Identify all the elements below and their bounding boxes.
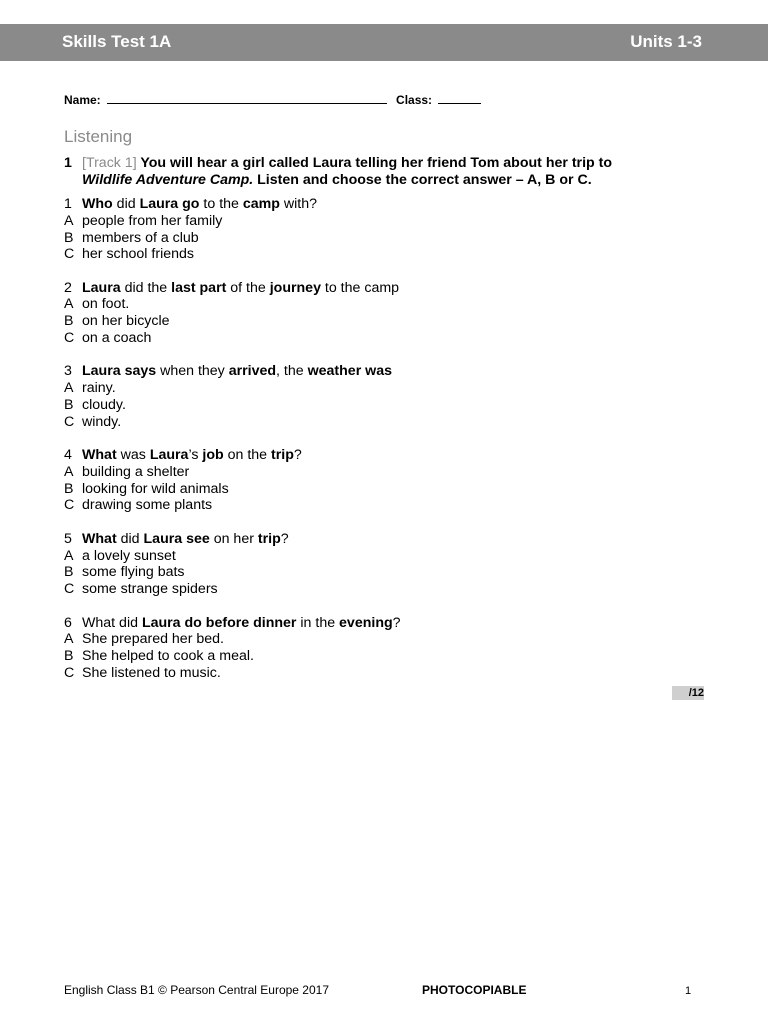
question-number: 1 <box>64 196 72 212</box>
question-text <box>82 531 289 548</box>
question-stem <box>64 531 704 548</box>
answer-option[interactable] <box>64 648 704 665</box>
question-text-part: ? <box>392 614 401 631</box>
exercise-number: 1 <box>64 155 72 171</box>
answer-option[interactable] <box>64 230 704 247</box>
answer-option[interactable] <box>64 296 704 313</box>
answer-option[interactable] <box>64 564 704 581</box>
answer-option[interactable] <box>64 631 704 648</box>
score-box: /12 <box>672 686 704 700</box>
option-letter: A <box>64 463 74 480</box>
answer-option[interactable] <box>64 313 704 330</box>
answer-option[interactable] <box>64 481 704 498</box>
question-text-part: with? <box>279 196 317 212</box>
option-letter: C <box>64 246 75 263</box>
question-text-part: did <box>112 196 140 212</box>
option-letter: C <box>64 497 75 514</box>
question-text-part: was <box>116 447 150 464</box>
option-text: members of a club <box>82 229 199 246</box>
question-text-part: trip <box>271 447 294 464</box>
option-letter: A <box>64 296 74 313</box>
question-text-part: ? <box>293 447 302 464</box>
answer-option[interactable] <box>64 581 704 598</box>
option-text: She prepared her bed. <box>82 631 224 648</box>
option-letter: B <box>64 313 74 330</box>
question-text-part: to the <box>199 196 243 212</box>
option-text: She helped to cook a meal. <box>82 648 254 665</box>
name-class-bar <box>64 93 481 107</box>
option-text: rainy. <box>82 380 116 397</box>
question <box>64 615 704 682</box>
answer-option[interactable] <box>64 548 704 565</box>
question-text-part: job <box>202 447 224 464</box>
question-text-part: What <box>82 530 117 547</box>
question <box>64 447 704 514</box>
option-text: a lovely sunset <box>82 547 176 564</box>
question <box>64 363 704 430</box>
option-text: drawing some plants <box>82 497 213 514</box>
option-letter: B <box>64 480 74 497</box>
question <box>64 196 704 263</box>
option-text: her school friends <box>82 246 194 263</box>
option-text: windy. <box>82 413 122 430</box>
option-letter: A <box>64 212 74 229</box>
footer-photocopiable: PHOTOCOPIABLE <box>422 983 527 997</box>
question-text-part: Laura do before dinner <box>141 614 297 631</box>
question-text-part: on her <box>209 530 258 547</box>
question <box>64 280 704 347</box>
option-letter: C <box>64 413 75 430</box>
question-text-part: when they <box>156 363 229 380</box>
class-field[interactable] <box>438 93 481 104</box>
option-letter: B <box>64 229 74 246</box>
answer-option[interactable] <box>64 414 704 431</box>
option-text: looking for wild animals <box>82 480 229 497</box>
question-number: 2 <box>64 279 72 296</box>
question-text-part: What did <box>82 614 142 631</box>
question <box>64 531 704 598</box>
question-text-part: in the <box>296 614 340 631</box>
name-field[interactable] <box>107 93 387 104</box>
question-text <box>82 363 392 380</box>
question-text <box>82 615 401 632</box>
option-text: some flying bats <box>82 564 185 581</box>
question-text-part: trip <box>257 530 281 547</box>
option-letter: C <box>64 330 75 347</box>
question-text <box>82 196 317 213</box>
question-text-part: camp <box>242 196 280 212</box>
question-text-part: did <box>116 530 144 547</box>
option-letter: B <box>64 648 74 665</box>
question-text-part: of the <box>226 279 270 296</box>
question-text <box>82 447 302 464</box>
answer-option[interactable] <box>64 246 704 263</box>
option-text: cloudy. <box>82 396 126 413</box>
question-text-part: to the camp <box>320 279 400 296</box>
question-number: 6 <box>64 614 72 631</box>
question-text-part: on the <box>223 447 272 464</box>
question-text-part: Laura <box>149 447 189 464</box>
option-text: She listened to music. <box>82 664 221 681</box>
question-stem <box>64 280 704 297</box>
option-letter: A <box>64 631 74 648</box>
page-header <box>0 24 768 61</box>
option-text: on her bicycle <box>82 313 170 330</box>
question-text-part: ? <box>280 530 289 547</box>
answer-option[interactable] <box>64 397 704 414</box>
question-text <box>82 280 399 297</box>
option-text: some strange spiders <box>82 581 218 598</box>
answer-option[interactable] <box>64 497 704 514</box>
question-text-part: did the <box>120 279 172 296</box>
question-text-part: Laura go <box>139 196 200 212</box>
option-text: people from her family <box>82 212 223 229</box>
option-text: building a shelter <box>82 463 190 480</box>
question-number: 5 <box>64 530 72 547</box>
answer-option[interactable] <box>64 464 704 481</box>
answer-option[interactable] <box>64 665 704 682</box>
option-text: on a coach <box>82 330 152 347</box>
question-text-part: weather was <box>307 363 392 380</box>
instruction-text-b: Listen and choose the correct answer – A, B or C. <box>253 172 592 188</box>
test-title: Skills Test 1A <box>62 32 172 51</box>
name-label: Name: <box>64 93 101 107</box>
question-text-part: arrived <box>228 363 277 380</box>
question-stem <box>64 615 704 632</box>
question-text-part: , the <box>276 363 308 380</box>
answer-option[interactable] <box>64 380 704 397</box>
question-text-part: Laura <box>82 279 121 296</box>
camp-name: Wildlife Adventure Camp. <box>82 172 254 188</box>
footer-copyright: English Class B1 © Pearson Central Europe 2017 <box>64 983 329 997</box>
question-text-part: evening <box>339 614 393 631</box>
answer-option[interactable] <box>64 330 704 347</box>
option-letter: A <box>64 547 74 564</box>
page-number: 1 <box>685 985 692 997</box>
exercise-instruction <box>64 155 724 189</box>
question-stem <box>64 196 704 213</box>
answer-option[interactable] <box>64 213 704 230</box>
question-stem <box>64 447 704 464</box>
track-label: [Track 1] <box>82 155 137 171</box>
question-text-part: ’s <box>188 447 203 464</box>
section-title: Listening <box>64 127 133 146</box>
question-text-part: last part <box>171 279 227 296</box>
instruction-text-a: You will hear a girl called Laura telling her friend Tom about her trip to <box>136 155 613 171</box>
question-stem <box>64 363 704 380</box>
option-letter: C <box>64 581 75 598</box>
question-text-part: journey <box>269 279 321 296</box>
question-number: 4 <box>64 447 72 464</box>
question-number: 3 <box>64 363 72 380</box>
question-text-part: What <box>82 447 117 464</box>
question-text-part: Laura see <box>143 530 210 547</box>
question-text-part: Who <box>82 196 113 212</box>
class-label: Class: <box>396 93 433 107</box>
option-letter: A <box>64 380 74 397</box>
question-text-part: Laura says <box>82 363 157 380</box>
option-text: on foot. <box>82 296 130 313</box>
option-letter: B <box>64 564 74 581</box>
option-letter: B <box>64 396 74 413</box>
units-label: Units 1-3 <box>630 32 702 51</box>
option-letter: C <box>64 664 75 681</box>
